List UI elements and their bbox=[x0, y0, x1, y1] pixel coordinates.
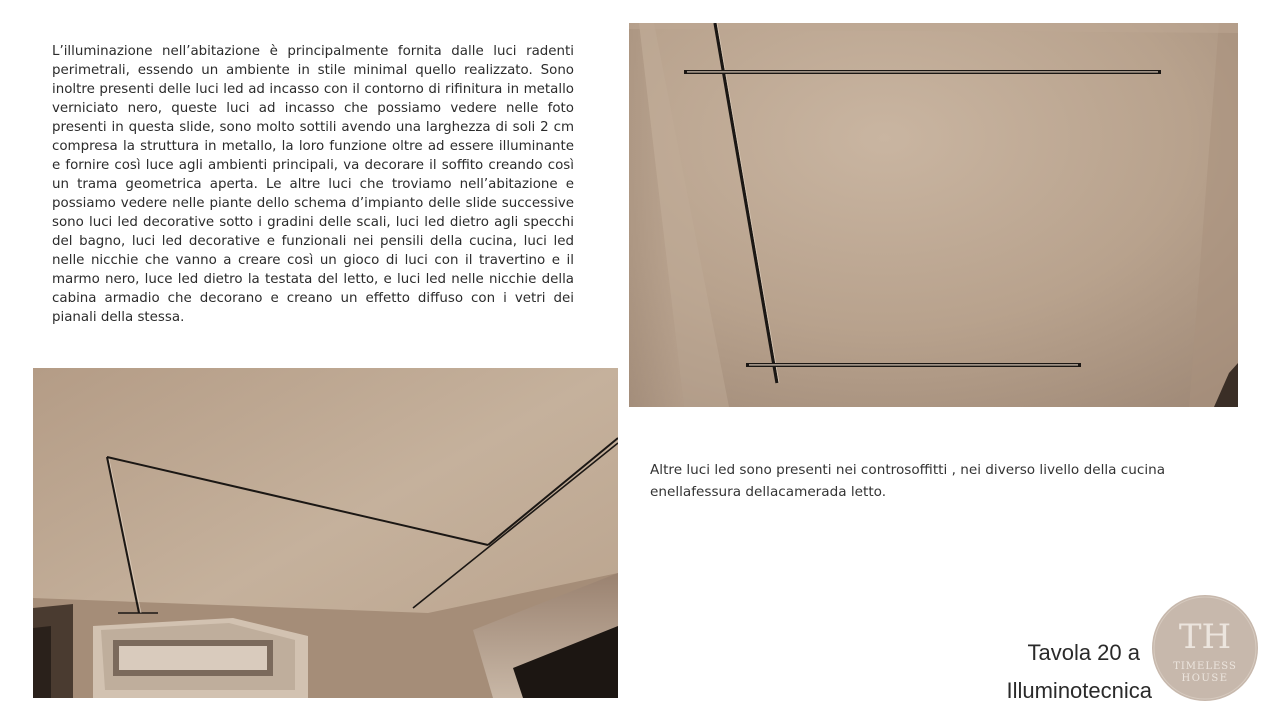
ceiling-photo-top-drawing bbox=[629, 23, 1238, 407]
ceiling-photo-bottom bbox=[33, 368, 618, 698]
intro-paragraph: L’illuminazione nell’abitazione è principalmente fornita dalle luci radenti perimetrali, essendo un ambiente in stile minimal quello realizzato. Sono inoltre presenti delle luci led ad incasso con il contorno di rifinitura in metallo verniciato nero, queste luci ad incasso che possiamo vedere nelle foto presenti in questa slide, sono molto sottili avendo una larghezza di soli 2 cm compresa la struttura in metallo, la loro funzione oltre ad essere illuminante e fornire così luce agli ambienti principali, va decorare il soffito creando così un trama geometrica aperta. Le altre luci che troviamo nell’abitazione e possiamo vedere nelle piante dello schema d’impianto delle slide successive sono luci led decorative sotto i gradini delle scali, luci led dietro agli specchi del bagno, luci led decorative e funzionali nei pensili della cucina, luci led nelle nicchie che vanno a creare così un gioco di luci con il travertino e il marmo nero, luce led dietro la testata del letto, e luci led nelle nicchie della cabina armadio che decorano e creano un effetto diffuso con i vetri dei pianali della stessa. bbox=[52, 44, 574, 325]
slide-title-number: Tavola 20 a bbox=[1027, 640, 1140, 665]
slide-title bbox=[1006, 634, 1152, 710]
slide-title-subject: Illuminotecnica bbox=[1006, 678, 1152, 703]
logo-word-1: TIMELESS bbox=[1173, 661, 1237, 672]
ceiling-photo-bottom-drawing bbox=[33, 368, 618, 698]
note-paragraph: Altre luci led sono presenti nei controsoffitti , nei diverso livello della cucina enellafessura dellacamerada letto. bbox=[650, 462, 1166, 500]
ceiling-photo-top bbox=[629, 23, 1238, 407]
logo-word-2: HOUSE bbox=[1181, 673, 1229, 684]
logo-mark bbox=[1151, 594, 1259, 702]
logo-monogram: TH bbox=[1178, 617, 1232, 657]
timeless-house-logo bbox=[1151, 594, 1259, 702]
